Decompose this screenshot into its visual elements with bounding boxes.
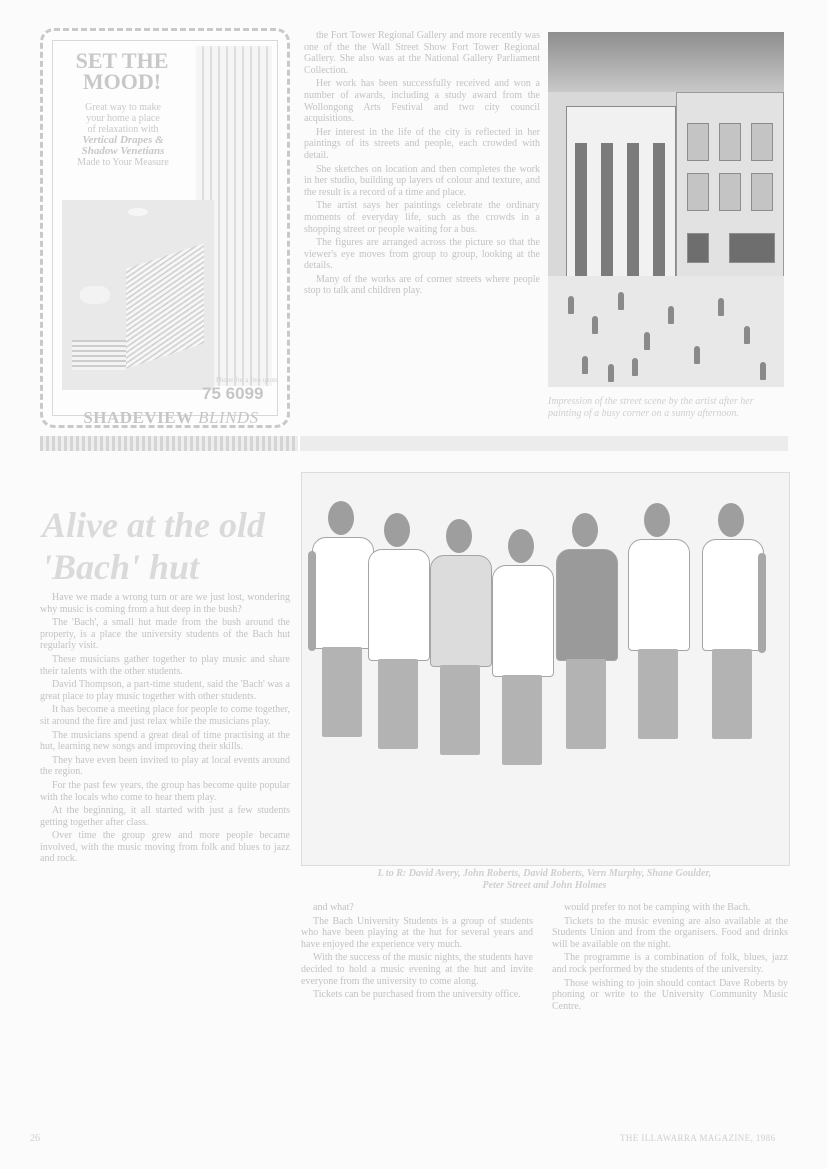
person-head — [644, 503, 670, 537]
paragraph: For the past few years, the group has become quite popular with the locals who come to hear them play. — [40, 779, 290, 803]
paragraph: The Bach University Students is a group of students who have been playing at the hut for several years and have enjoyed the experience very much. — [301, 915, 533, 950]
photo-caption-line: L to R: David Avery, John Roberts, David Roberts, Vern Murphy, Shane Goulder, — [377, 868, 712, 879]
street-scene-painting — [548, 32, 784, 387]
paragraph: The artist says her paintings celebrate the ordinary moments of everyday life, such as the crowds in a shopping street or people waiting for a bus. — [304, 200, 540, 235]
ad-phone-number: 75 6099 — [202, 384, 264, 403]
person-head — [446, 519, 472, 553]
paragraph: It has become a meeting place for people to come together, sit around the fire and just relax while the musicians play. — [40, 704, 290, 727]
band-group-photo — [301, 472, 790, 866]
person-arm — [308, 551, 316, 651]
paragraph: Her interest in the life of the city is reflected in her paintings of its streets and people, each crowded with detail. — [304, 126, 540, 161]
building-window — [687, 173, 709, 211]
paragraph: would prefer to not be camping with the Bach. — [564, 902, 751, 913]
ad-tagline: Made to Your Measure — [77, 157, 169, 168]
paragraph: Many of the works are of corner streets where people stop to talk and children play. — [304, 273, 540, 297]
building-pillar — [575, 143, 587, 277]
divider-gap — [298, 436, 300, 451]
pedestrian-figure — [718, 298, 724, 316]
table-illustration — [72, 340, 126, 370]
ad-brand-italic: BLINDS — [198, 408, 259, 427]
painting-street — [548, 276, 784, 387]
person-torso — [492, 565, 554, 677]
article-headline: Alive at the old 'Bach' hut — [42, 505, 265, 587]
photo-caption-line: Peter Street and John Holmes — [482, 880, 607, 891]
building-pillar — [601, 143, 613, 277]
paragraph: They have even been invited to play at local events around the region. — [40, 754, 290, 778]
ad-headline: SET THE MOOD! — [75, 48, 169, 94]
venetian-blind-illustration — [126, 243, 204, 368]
band-member-figure — [364, 513, 432, 813]
pedestrian-figure — [668, 306, 674, 324]
ad-brand-main: SHADEVIEW — [83, 408, 194, 427]
plant-icon — [80, 286, 110, 304]
ad-product: Shadow Venetians — [81, 145, 165, 157]
person-arm — [758, 553, 766, 653]
paragraph: The musicians spend a great deal of time practising at the hut, learning new songs and improving their skills. — [40, 729, 290, 753]
building-window — [687, 123, 709, 161]
paragraph: Those wishing to join should contact Dave Roberts by phoning or write to the University Community Music Centre. — [552, 977, 788, 1012]
pedestrian-figure — [592, 316, 598, 334]
pedestrian-figure — [644, 332, 650, 350]
person-head — [384, 513, 410, 547]
lamp-icon — [128, 208, 148, 216]
paragraph: The figures are arranged across the picture so that the viewer's eye moves from group to group, looking at the details. — [304, 237, 540, 272]
top-article-column — [304, 30, 540, 299]
ad-product: Vertical Drapes & — [82, 134, 164, 146]
person-legs — [378, 659, 418, 749]
running-footer: THE ILLAWARRA MAGAZINE, 1986 — [620, 1133, 776, 1143]
person-head — [718, 503, 744, 537]
ad-copy-line: your home a place — [86, 113, 160, 124]
paragraph: Tickets can be purchased from the university office. — [313, 989, 521, 1001]
person-head — [508, 529, 534, 563]
paragraph: Have we made a wrong turn or are we just lost, wondering why music is coming from a hut deep in the bush? — [40, 592, 290, 615]
person-head — [328, 501, 354, 535]
paragraph: At the beginning, it all started with just a few students getting together after class. — [40, 805, 290, 828]
pedestrian-figure — [608, 364, 614, 382]
paragraph: and what? — [313, 902, 354, 913]
article-middle-column — [301, 902, 533, 1003]
building-pillar — [653, 143, 665, 277]
ad-copy-line: Great way to make — [85, 102, 161, 113]
building-window — [719, 173, 741, 211]
article-left-column — [40, 592, 290, 867]
person-legs — [566, 659, 606, 749]
pedestrian-figure — [760, 362, 766, 380]
band-member-figure — [488, 529, 556, 829]
person-torso — [702, 539, 764, 651]
ad-copy-line: of relaxation with — [87, 124, 159, 135]
painting-building-left — [566, 106, 676, 278]
building-window — [751, 123, 773, 161]
person-torso — [628, 539, 690, 651]
ad-copy — [64, 102, 182, 168]
ad-brand-name — [62, 408, 280, 428]
person-legs — [440, 665, 480, 755]
painting-sky — [548, 32, 784, 92]
person-torso — [368, 549, 430, 661]
ad-room-illustration — [62, 200, 214, 390]
pedestrian-figure — [582, 356, 588, 374]
pedestrian-figure — [568, 296, 574, 314]
divider-texture — [40, 436, 296, 451]
pedestrian-figure — [744, 326, 750, 344]
paragraph: David Thompson, a part-time student, said the 'Bach' was a great place to play music together with other students. — [40, 679, 290, 702]
person-torso — [430, 555, 492, 667]
paragraph: Over time the group grew and more people became involved, with the music moving from folk and blues to jazz and rock. — [40, 830, 290, 865]
band-member-figure — [426, 519, 494, 819]
building-window — [719, 123, 741, 161]
painting-caption: Impression of the street scene by the artist after her painting of a busy corner on a sunny afternoon. — [548, 396, 754, 419]
section-divider-band — [40, 436, 788, 451]
band-member-figure — [698, 503, 766, 803]
band-member-figure — [624, 503, 692, 803]
paragraph: The 'Bach', a small hut made from the bush around the property, is a place the university students of the Bach hut regularly visit. — [40, 617, 290, 652]
paragraph: the Fort Tower Regional Gallery and more recently was one of the the Wall Street Show Fort Tower Regional Gallery. She also was at the National Gallery Parliament Collection. — [304, 30, 540, 76]
person-legs — [322, 647, 362, 737]
paragraph: The programme is a combination of folk, blues, jazz and rock performed by the students of the university. — [552, 952, 788, 975]
page-number: 26 — [30, 1133, 40, 1144]
shop-front — [729, 233, 775, 263]
band-member-figure — [552, 513, 620, 813]
pedestrian-figure — [618, 292, 624, 310]
pedestrian-figure — [632, 358, 638, 376]
painting-building-right — [676, 92, 784, 278]
building-pillar — [627, 143, 639, 277]
building-window — [751, 173, 773, 211]
person-torso — [556, 549, 618, 661]
person-head — [572, 513, 598, 547]
person-legs — [638, 649, 678, 739]
paragraph: She sketches on location and then completes the work in her studio, building up layers of colour and texture, and the result is a record of a time and place. — [304, 163, 540, 198]
photo-caption — [301, 868, 788, 892]
shop-front — [687, 233, 709, 263]
shadeview-advertisement — [40, 28, 290, 428]
paragraph: Her work has been successfully received and won a number of awards, including a study award from the Wollongong Arts Festival and two city council acquisitions. — [304, 78, 540, 125]
ad-phone-label: Phone for a free quote — [216, 376, 279, 384]
person-legs — [712, 649, 752, 739]
article-right-column — [552, 902, 788, 1014]
pedestrian-figure — [694, 346, 700, 364]
person-legs — [502, 675, 542, 765]
paragraph: These musicians gather together to play music and share their talents with the other students. — [40, 653, 290, 677]
paragraph: With the success of the music nights, the students have decided to hold a music evening at the hut and invite everyone from the university to come along. — [301, 952, 533, 987]
paragraph: Tickets to the music evening are also available at the Students Union and from the organisers. Food and drinks will be available on the night. — [552, 915, 788, 950]
